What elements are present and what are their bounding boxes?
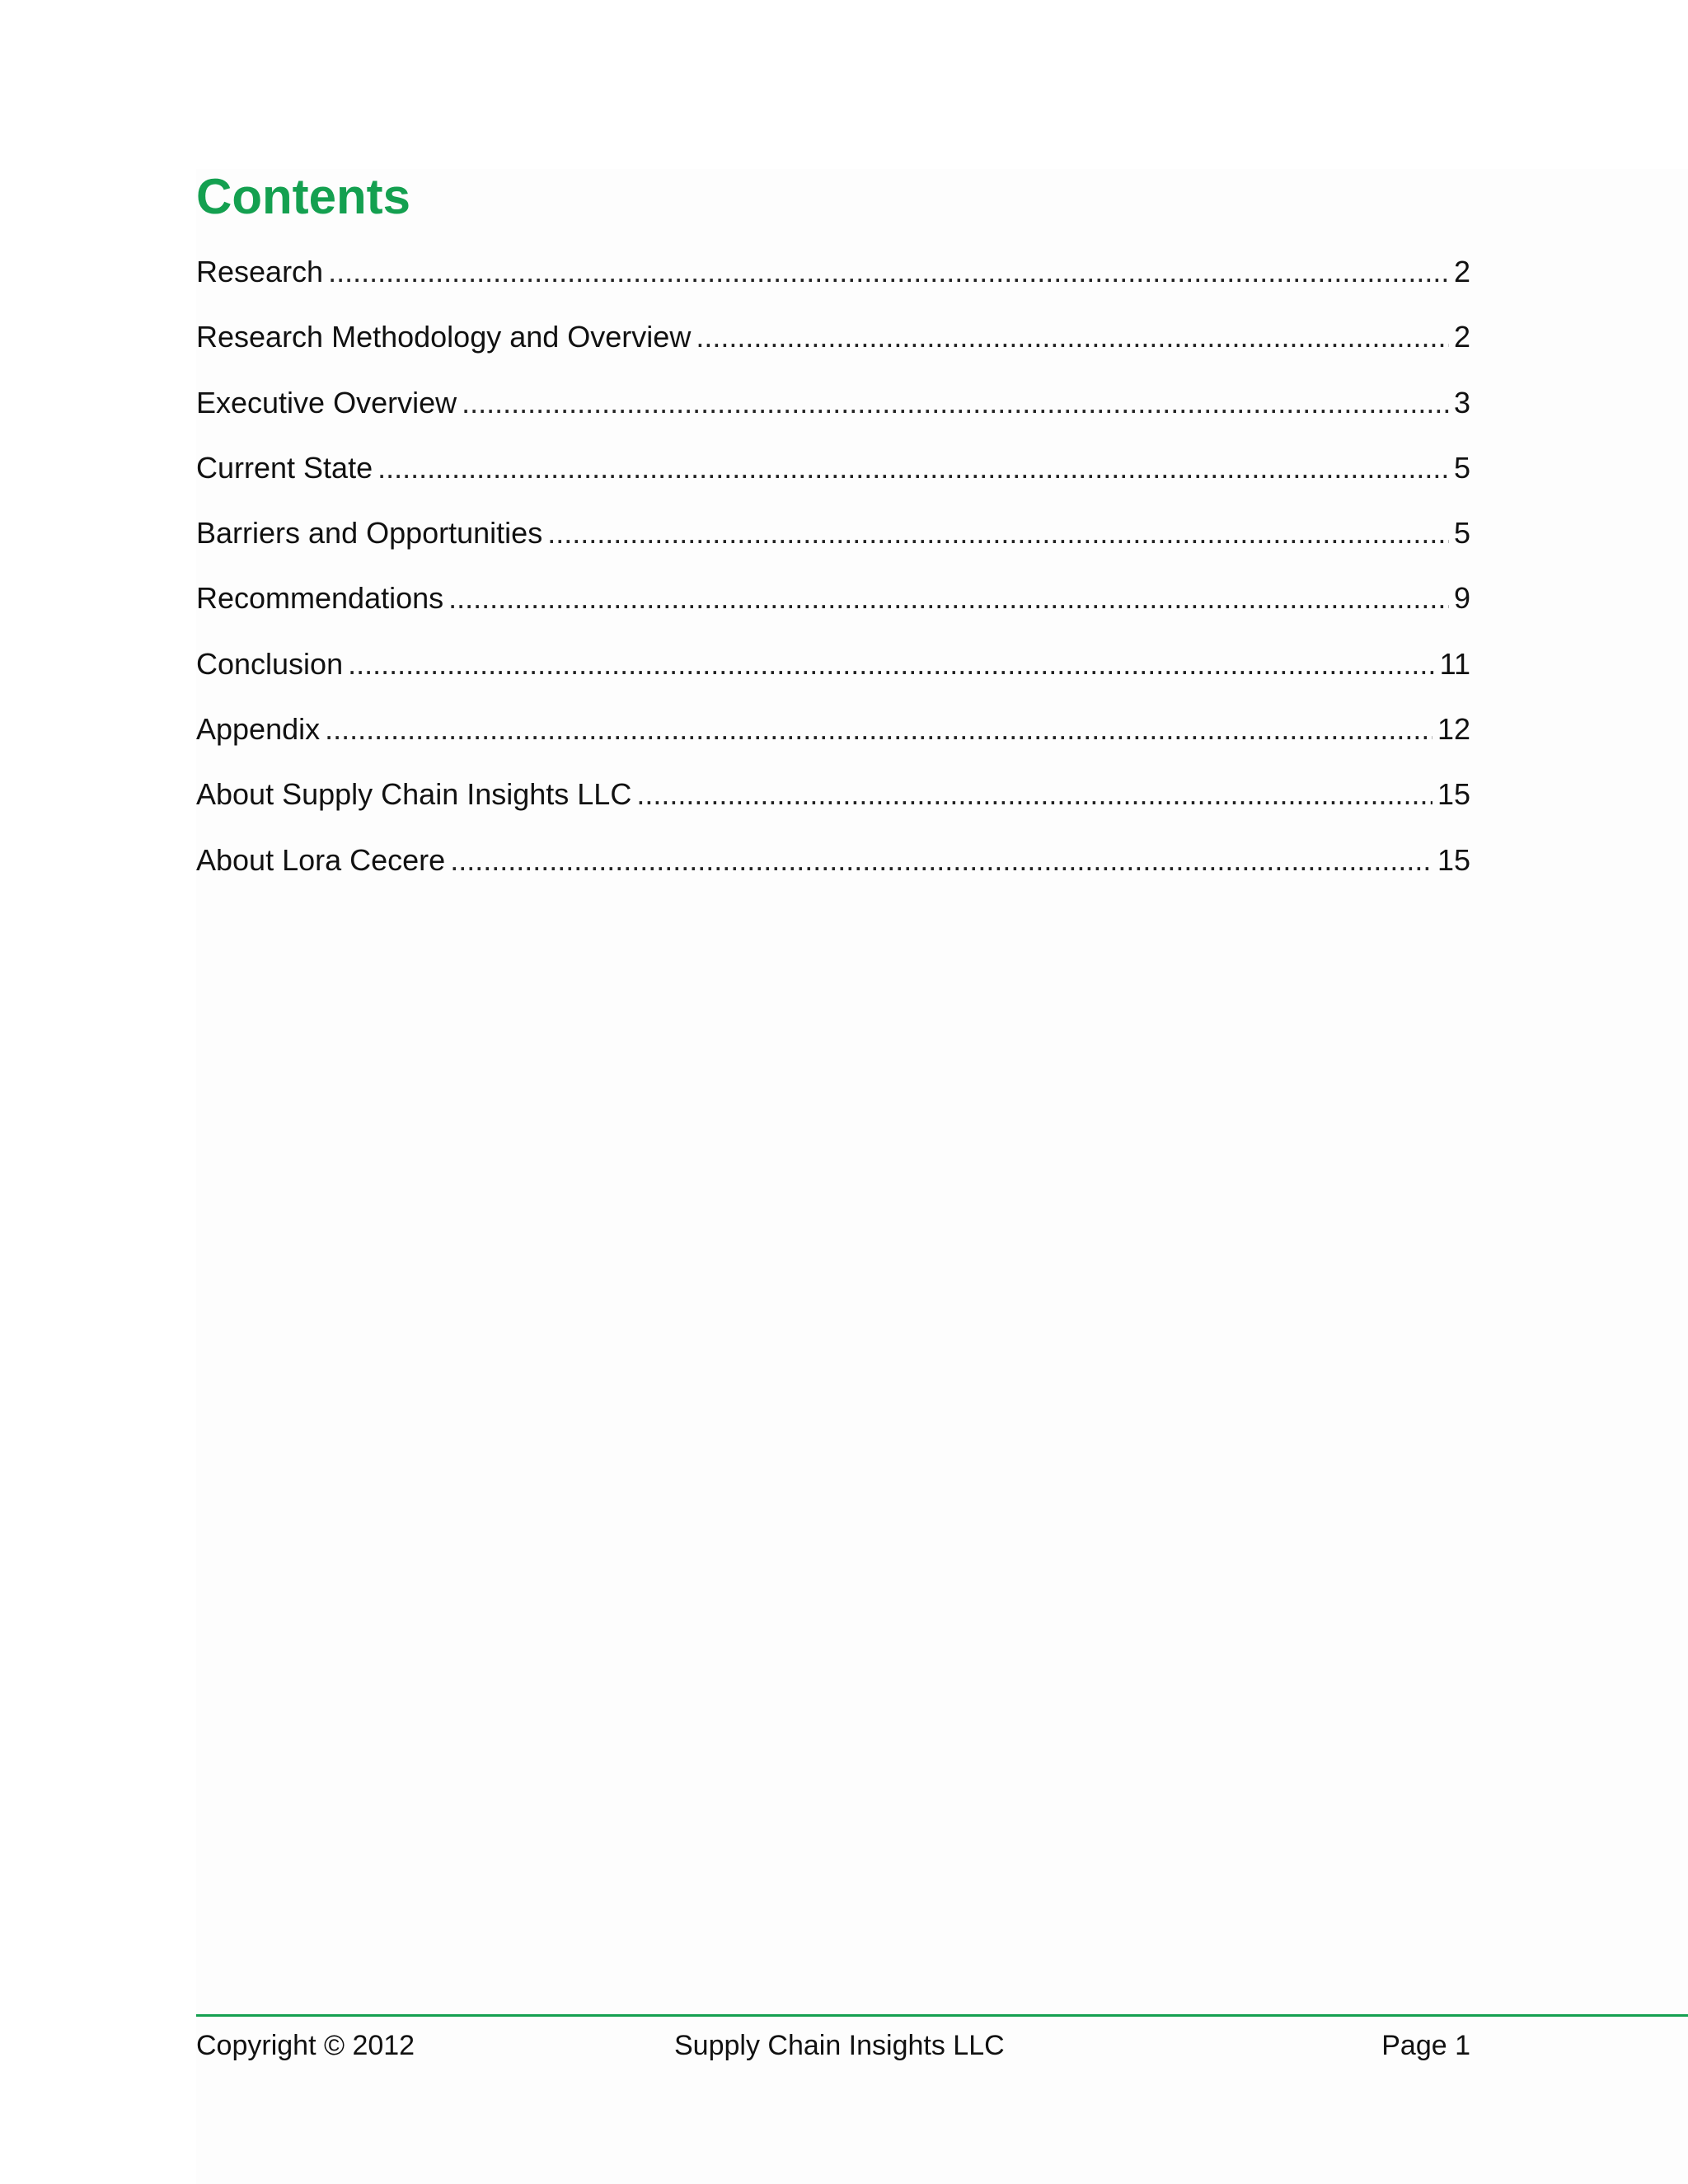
toc-page-number: 3 <box>1453 385 1470 419</box>
toc-entry-about-company[interactable] <box>196 770 1470 835</box>
page-footer <box>196 2026 1470 2065</box>
toc-dot-leader <box>377 443 1449 493</box>
toc-entry-research-methodology[interactable] <box>196 312 1470 377</box>
footer-page-number: Page 1 <box>1381 2030 1470 2061</box>
toc-entry-appendix[interactable] <box>196 705 1470 770</box>
toc-entry-conclusion[interactable] <box>196 640 1470 705</box>
toc-dot-leader <box>348 640 1435 689</box>
toc-entry-label: Executive Overview <box>196 385 457 419</box>
toc-dot-leader <box>462 378 1449 428</box>
toc-entry-label: Appendix <box>196 712 321 747</box>
toc-dot-leader <box>448 574 1449 623</box>
toc-entry-label: Research Methodology and Overview <box>196 320 692 354</box>
footer-copyright: Copyright © 2012 <box>196 2030 415 2061</box>
toc-dot-leader <box>636 770 1432 819</box>
toc-dot-leader <box>547 509 1449 558</box>
toc-page-number: 5 <box>1453 516 1470 551</box>
table-of-contents <box>196 247 1470 901</box>
toc-entry-about-author[interactable] <box>196 836 1470 901</box>
toc-entry-barriers-opportunities[interactable] <box>196 509 1470 574</box>
toc-entry-recommendations[interactable] <box>196 574 1470 639</box>
toc-dot-leader <box>325 705 1432 754</box>
toc-page-number: 11 <box>1439 646 1470 681</box>
toc-entry-label: Conclusion <box>196 646 344 681</box>
toc-dot-leader <box>696 312 1449 362</box>
toc-entry-executive-overview[interactable] <box>196 378 1470 443</box>
page-title: Contents <box>196 169 410 224</box>
toc-page-number: 15 <box>1437 842 1470 877</box>
toc-entry-current-state[interactable] <box>196 443 1470 509</box>
toc-entry-research[interactable] <box>196 247 1470 312</box>
toc-dot-leader <box>450 836 1432 885</box>
toc-page-number: 2 <box>1453 255 1470 288</box>
toc-page-number: 12 <box>1437 712 1470 747</box>
toc-page-number: 5 <box>1453 450 1470 485</box>
toc-page-number: 15 <box>1437 777 1470 812</box>
footer-divider <box>196 2014 1688 2017</box>
toc-page-number: 9 <box>1453 581 1470 616</box>
toc-entry-label: Barriers and Opportunities <box>196 516 543 551</box>
toc-dot-leader <box>328 247 1449 297</box>
toc-entry-label: Recommendations <box>196 581 444 616</box>
toc-entry-label: Current State <box>196 450 373 485</box>
toc-entry-label: About Supply Chain Insights LLC <box>196 777 632 812</box>
footer-company: Supply Chain Insights LLC <box>674 2030 1005 2061</box>
toc-entry-label: About Lora Cecere <box>196 842 446 877</box>
toc-page-number: 2 <box>1453 320 1470 354</box>
toc-entry-label: Research <box>196 255 324 288</box>
